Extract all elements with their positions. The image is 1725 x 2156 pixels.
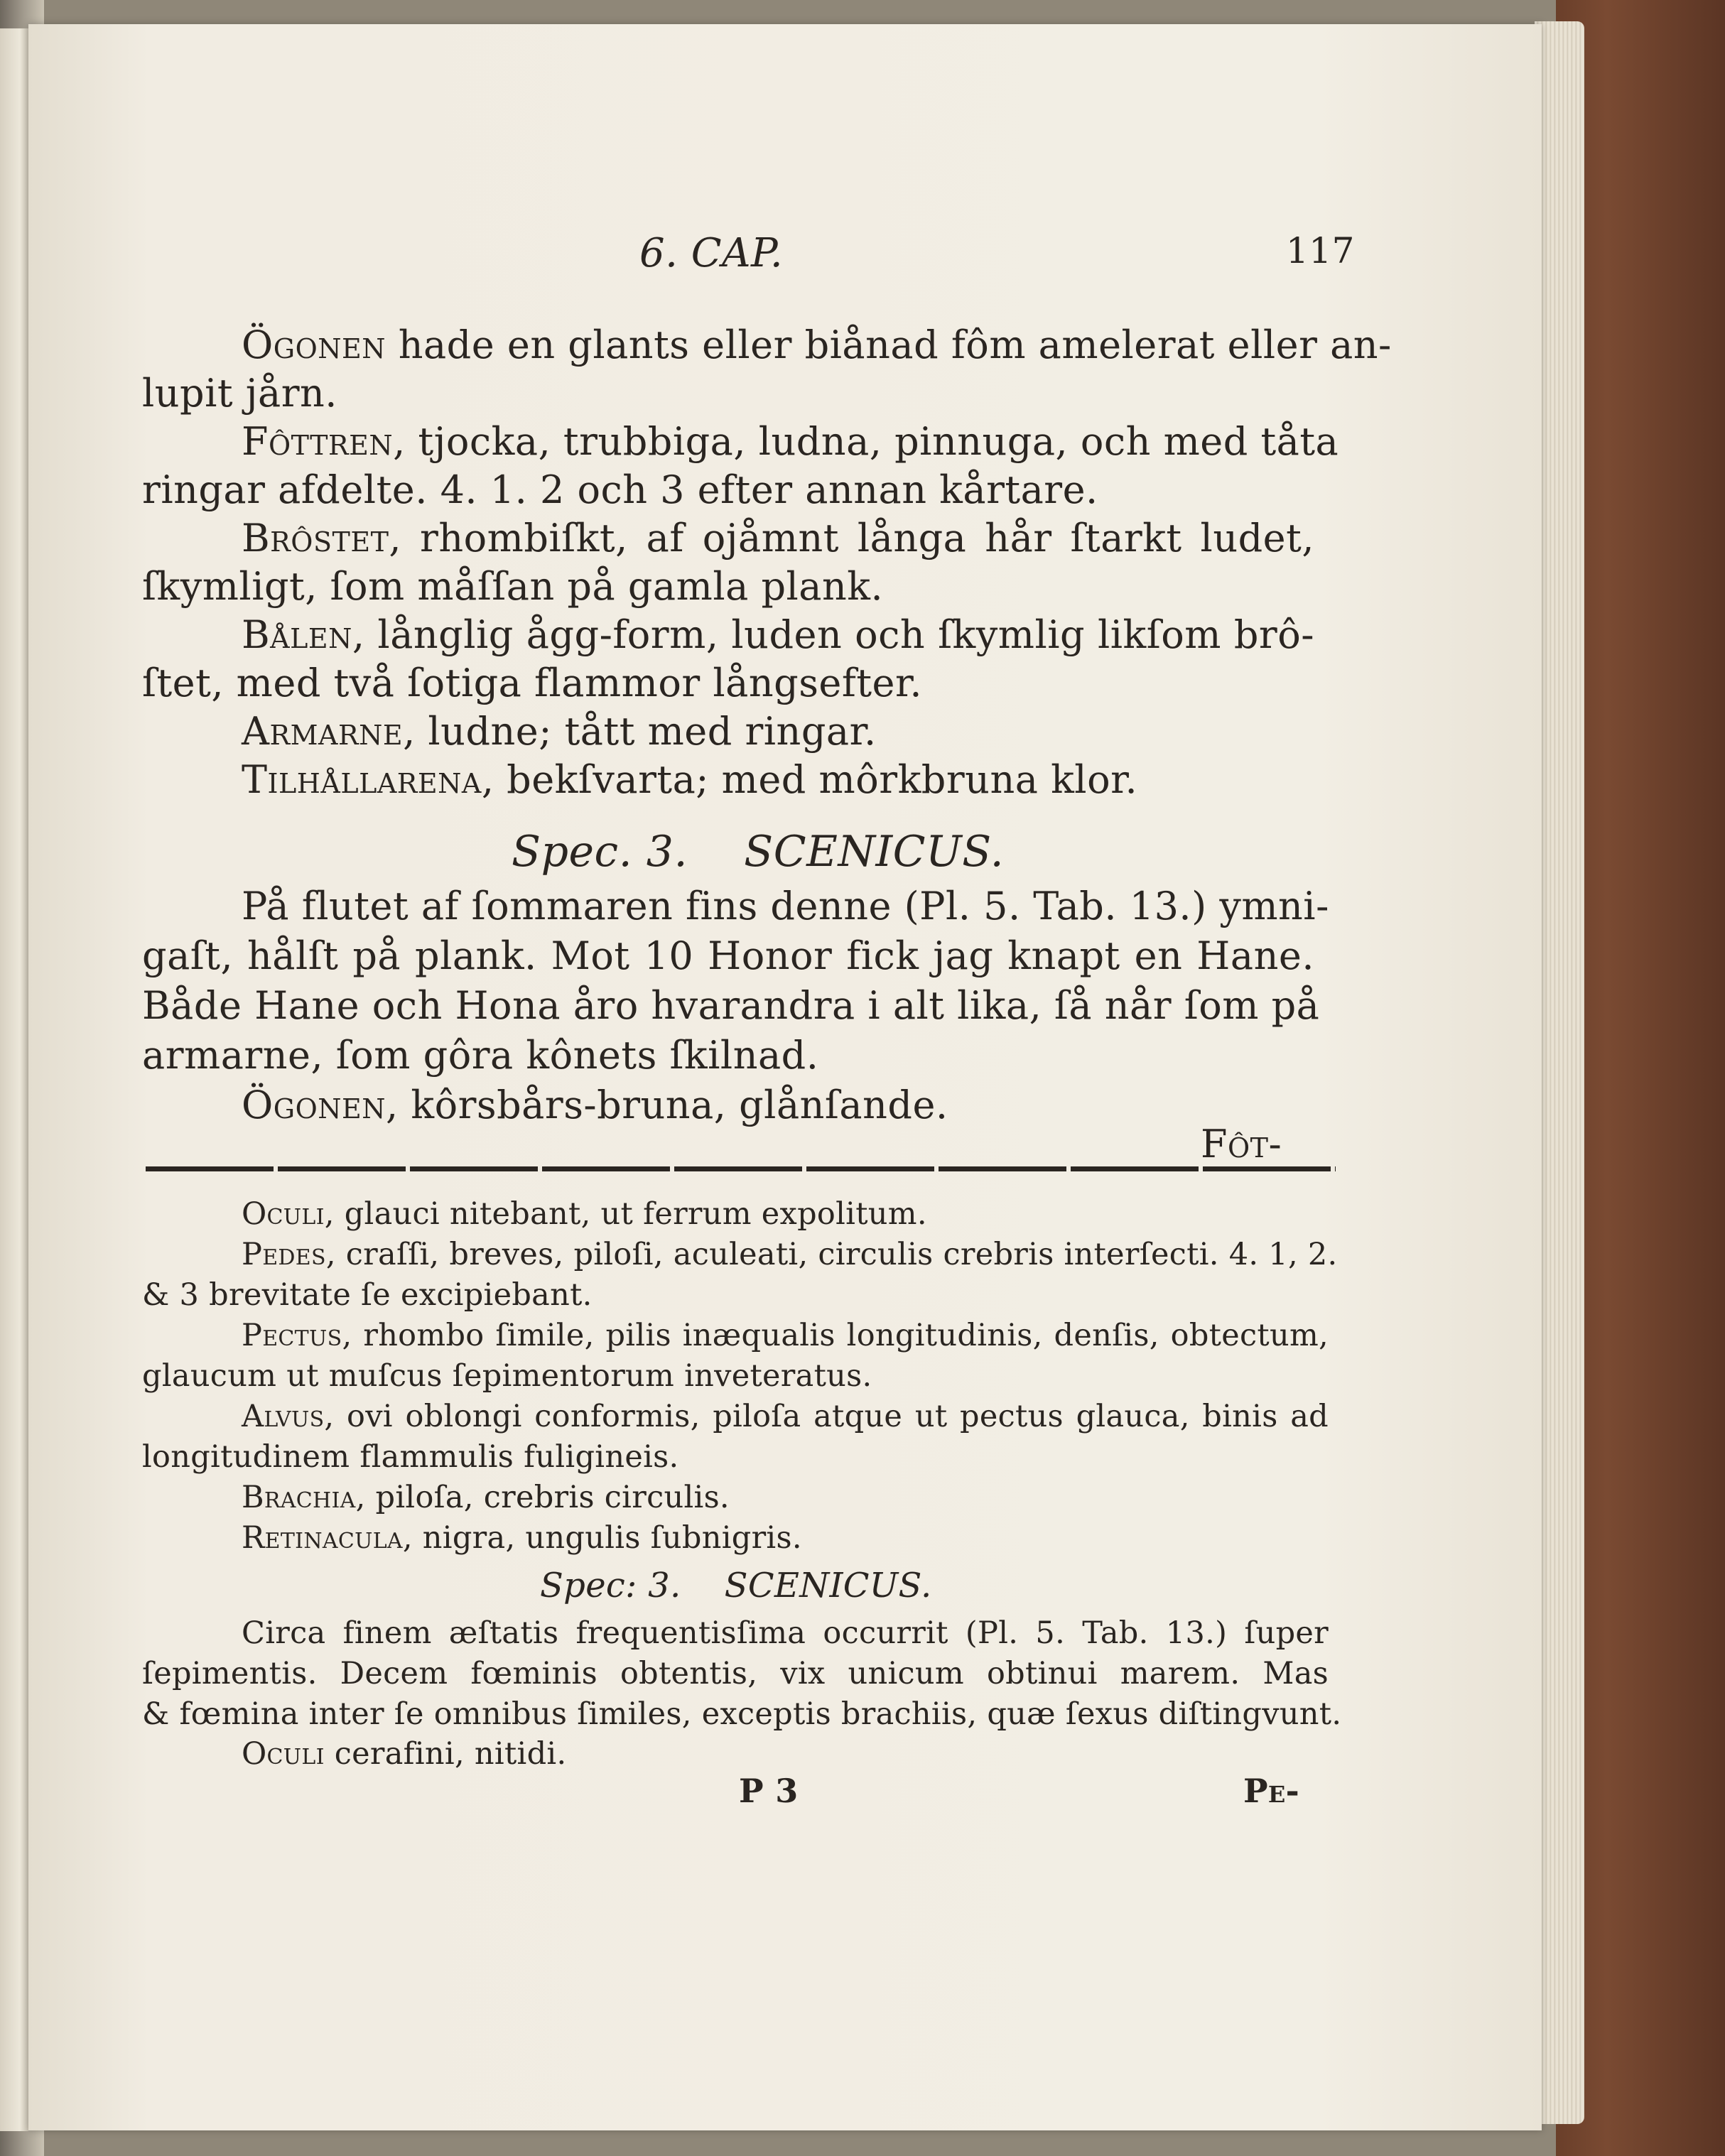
latin-species-line: Circa finem æſtatis frequentisſima occurrit (Pl. 5. Tab. 13.) ſuper xyxy=(242,1615,1329,1651)
previous-page-edge xyxy=(0,28,28,2131)
swedish-line-text: ſtet, med två ſotiga flammor långsefter. xyxy=(142,661,923,705)
latin-line xyxy=(242,1318,1329,1353)
eyes-label: Ögonen xyxy=(242,1083,386,1127)
swedish-line-text: , tjocka, trubbiga, ludna, pinnuga, och med tåta xyxy=(393,419,1339,464)
swedish-line-text: hade en glants eller biånad fôm amelerat eller an- xyxy=(386,323,1392,367)
catchword-latin: Pe- xyxy=(1243,1772,1299,1810)
latin-line xyxy=(242,1480,730,1515)
eyes-line-swedish xyxy=(242,1083,948,1127)
swedish-species-line: gaſt, hålſt på plank. Mot 10 Honor fick jag knapt en Hane. xyxy=(142,933,1314,978)
latin-line xyxy=(242,1520,802,1556)
latin-line-text: longitudinem flammulis fuligineis. xyxy=(142,1439,679,1475)
swedish-line xyxy=(142,371,337,416)
swedish-line xyxy=(242,419,1339,464)
swedish-species-line: Både Hane och Hona åro hvarandra i alt lika, ſå når ſom på xyxy=(142,983,1320,1028)
page-stack-edge xyxy=(1535,21,1584,2124)
swedish-line-lead: Bålen xyxy=(242,612,352,657)
latin-line-text: , piloſa, crebris circulis. xyxy=(355,1480,730,1515)
latin-line xyxy=(142,1277,593,1313)
latin-species-name: SCENICUS. xyxy=(724,1566,932,1605)
latin-line-lead: Pedes xyxy=(242,1237,326,1272)
swedish-line-text: lupit jårn. xyxy=(142,371,337,416)
latin-line-text: & 3 brevitate ſe excipiebant. xyxy=(142,1277,593,1313)
latin-line xyxy=(242,1196,927,1232)
latin-line xyxy=(242,1399,1329,1434)
swedish-line-lead: Armarne xyxy=(242,709,404,754)
swedish-line-lead: Tilhållarena xyxy=(242,757,482,802)
latin-line-lead: Pectus xyxy=(242,1318,342,1353)
latin-line-text: , craſſi, breves, piloſi, aculeati, circulis crebris interſecti. 4. 1, 2. xyxy=(325,1237,1338,1272)
latin-line-text: , rhombo ſimile, pilis inæqualis longitudinis, denſis, obtectum, xyxy=(342,1318,1329,1353)
species-prefix: Spec. 3. xyxy=(512,827,688,877)
book-page xyxy=(28,24,1542,2130)
latin-species-line: ſepimentis. Decem fœminis obtentis, vix unicum obtinui marem. Mas xyxy=(142,1656,1329,1691)
latin-line-lead: Brachia xyxy=(242,1480,356,1515)
swedish-line xyxy=(242,709,877,754)
latin-line xyxy=(142,1439,678,1475)
latin-species-prefix: Spec: 3. xyxy=(540,1566,681,1605)
swedish-line-text: ringar afdelte. 4. 1. 2 och 3 efter annan kårtare. xyxy=(142,467,1098,512)
latin-species-line: & fœmina inter ſe omnibus ſimiles, exceptis brachiis, quæ ſexus diſtingvunt. xyxy=(142,1696,1342,1732)
swedish-line-text: , ludne; tått med ringar. xyxy=(403,709,877,754)
eyes-text: , kôrsbårs-bruna, glånſande. xyxy=(386,1083,948,1127)
swedish-line xyxy=(142,467,1098,512)
latin-line-text: , glauci nitebant, ut ferrum expolitum. xyxy=(324,1196,927,1232)
catchword-swedish: Fôt- xyxy=(1201,1122,1282,1166)
latin-line-text: glaucum ut muſcus ſepimentorum inveteratus. xyxy=(142,1358,872,1394)
eyes-line-latin: Oculi cerafini, nitidi. xyxy=(242,1736,567,1772)
swedish-line-lead: Brôstet xyxy=(242,516,389,560)
latin-line xyxy=(142,1358,872,1394)
swedish-species-line: På flutet af ſommaren fins denne (Pl. 5. Tab. 13.) ymni- xyxy=(242,884,1329,928)
swedish-line-text: , långlig ågg-form, luden och ſkymlig likſom brô- xyxy=(352,612,1314,657)
swedish-line-lead: Ögonen xyxy=(242,323,386,367)
latin-line xyxy=(242,1237,1338,1272)
species-heading-swedish xyxy=(512,827,1004,877)
latin-line-lead: Retinacula xyxy=(242,1520,403,1556)
swedish-line-text: ſkymligt, ſom måſſan på gamla plank. xyxy=(142,564,884,609)
page-number: 117 xyxy=(1286,230,1355,271)
swedish-line-text: , bekſvarta; med môrkbruna klor. xyxy=(481,757,1138,802)
swedish-line-lead: Fôttren xyxy=(242,419,394,464)
divider-rule xyxy=(146,1166,1336,1171)
swedish-species-line: armarne, ſom gôra kônets ſkilnad. xyxy=(142,1033,819,1078)
latin-line-lead: Oculi xyxy=(242,1196,325,1232)
swedish-line xyxy=(242,516,1314,560)
swedish-line xyxy=(242,323,1392,367)
swedish-line xyxy=(142,564,883,609)
signature-mark: P 3 xyxy=(739,1772,799,1810)
swedish-line xyxy=(242,612,1314,657)
latin-line-lead: Alvus xyxy=(242,1399,325,1434)
swedish-line xyxy=(142,661,922,705)
species-name: SCENICUS. xyxy=(744,827,1005,877)
latin-line-text: , ovi oblongi conformis, piloſa atque ut pectus glauca, binis ad xyxy=(324,1399,1329,1434)
species-heading-latin xyxy=(540,1566,932,1605)
swedish-line xyxy=(242,757,1137,802)
swedish-line-text: , rhombiſkt, af ojåmnt långa hår ſtarkt ludet, xyxy=(389,516,1314,560)
latin-line-text: , nigra, ungulis ſubnigris. xyxy=(402,1520,802,1556)
running-head: 6. CAP. xyxy=(639,230,784,276)
